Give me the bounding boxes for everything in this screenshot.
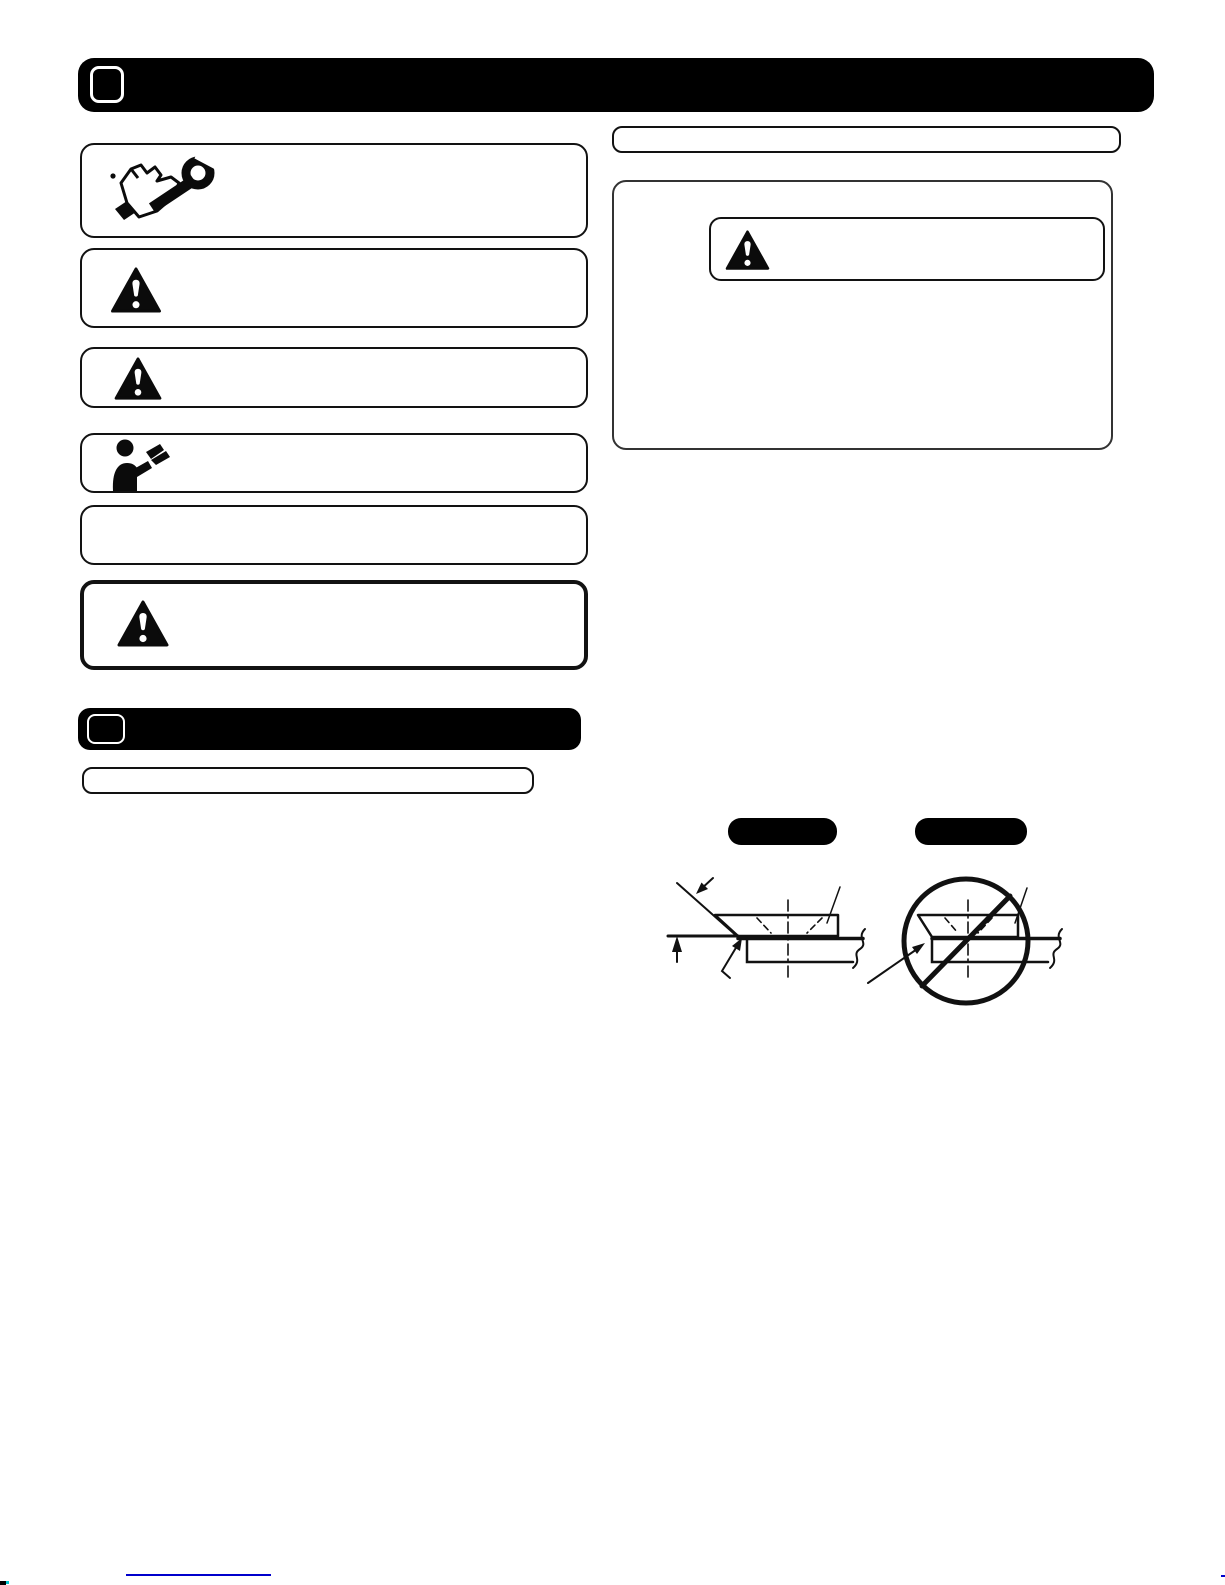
weld-diagram-prohibited <box>868 879 1062 1003</box>
warning-box-2 <box>80 347 588 408</box>
up-arrowhead <box>672 936 682 952</box>
section-number-box <box>87 714 125 744</box>
page-corner-mark-tip <box>6 1581 9 1584</box>
glove-wrench-icon <box>97 153 222 231</box>
warning-triangle-icon <box>117 600 169 648</box>
subheading-box <box>82 767 534 794</box>
weld-diagram-svg <box>636 855 1106 1020</box>
read-manual-box <box>80 433 588 493</box>
right-panel-box <box>612 180 1113 450</box>
read-manual-icon <box>110 439 172 491</box>
inner-warning-box <box>709 217 1105 281</box>
section-number-box <box>90 66 124 103</box>
warning-triangle-icon <box>725 230 770 271</box>
warning-triangle-icon <box>114 357 162 401</box>
weld-diagrams <box>636 855 1106 1020</box>
warning-box-1 <box>80 248 588 328</box>
weld-diagram-correct <box>668 878 865 978</box>
right-column-header-box <box>612 126 1121 153</box>
second-section-bar <box>78 708 581 750</box>
prohibition-slash-icon <box>922 896 1010 986</box>
diagram-label-pill-right <box>915 818 1027 845</box>
top-section-bar <box>78 58 1154 112</box>
notice-box-service <box>80 143 588 238</box>
blank-notice-box <box>80 505 588 565</box>
diagram-label-pill-left <box>728 818 837 845</box>
footer-link-underline[interactable] <box>126 1574 271 1576</box>
edge-link-underline <box>1221 1575 1225 1577</box>
leader-arrowhead <box>732 938 742 951</box>
alert-box <box>80 580 588 670</box>
warning-triangle-icon <box>110 267 162 314</box>
